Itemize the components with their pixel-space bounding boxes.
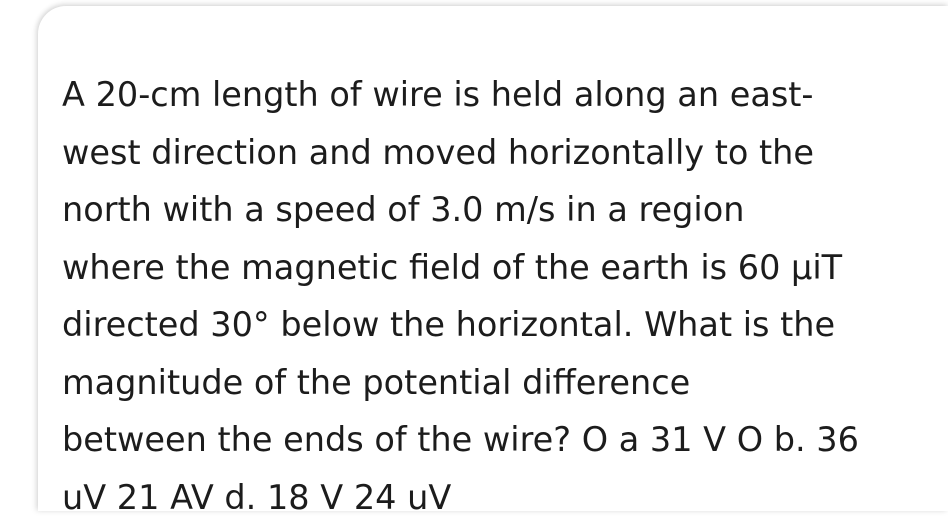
question-line: magnitude of the potential difference: [62, 354, 922, 412]
question-line: directed 30° below the horizontal. What is the: [62, 296, 922, 354]
question-line: where the magnetic field of the earth is 60 µiT: [62, 239, 922, 297]
question-line: west direction and moved horizontally to the: [62, 124, 922, 182]
question-paragraph: [62, 66, 922, 526]
question-line: A 20-cm length of wire is held along an east-: [62, 66, 922, 124]
question-line: north with a speed of 3.0 m/s in a region: [62, 181, 922, 239]
question-line: between the ends of the wire? O a 31 V O b. 36: [62, 411, 922, 469]
question-line: uV 21 AV d. 18 V 24 uV: [62, 469, 922, 526]
